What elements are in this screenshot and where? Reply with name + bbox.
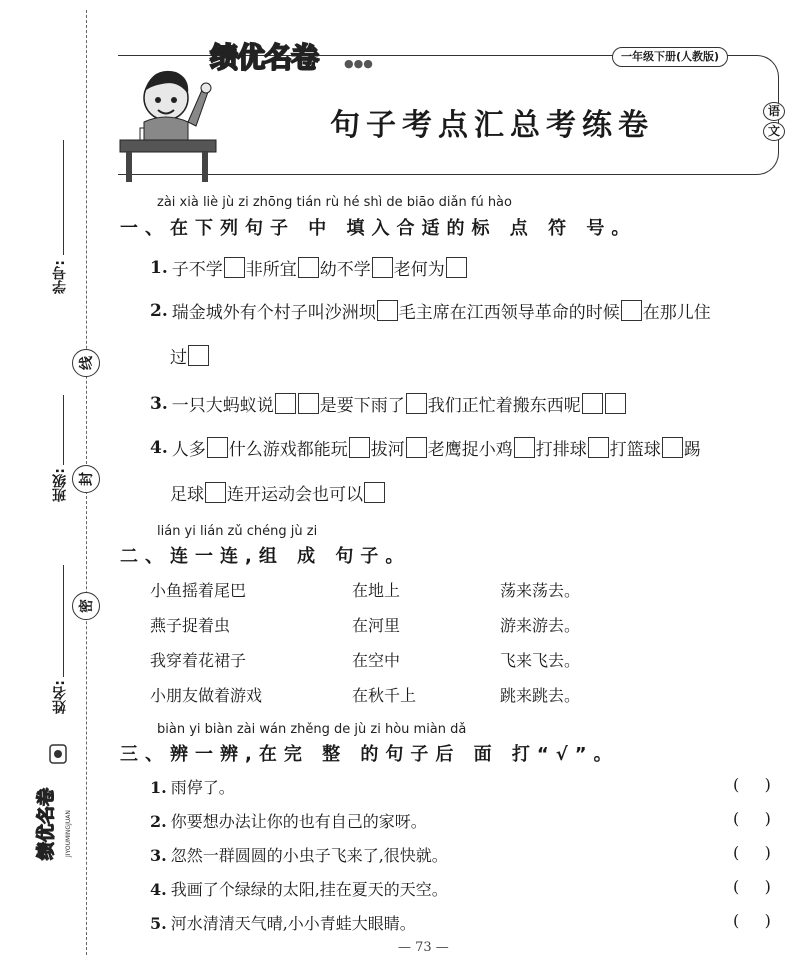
section2-pinyin: lián yi lián zǔ chéng jù zi xyxy=(157,524,318,539)
answer-parentheses[interactable]: ( ) xyxy=(733,843,771,862)
class-blank[interactable] xyxy=(63,395,64,465)
section3-title: 三、辨一辨,在完 整 的句子后 面 打“√”。 xyxy=(120,744,619,765)
subject-char-2: 文 xyxy=(763,122,785,141)
punctuation-blank[interactable] xyxy=(372,257,393,278)
question-line xyxy=(150,255,468,280)
match-item[interactable]: 小朋友做着游戏 xyxy=(150,686,263,705)
svg-text:绩优名卷: 绩优名卷 xyxy=(36,788,57,860)
punctuation-blank[interactable] xyxy=(377,300,398,321)
item-text: 忽然一群圆圆的小虫子飞来了,很快就。 xyxy=(170,846,448,865)
question-text: 老鹰捉小鸡 xyxy=(427,440,513,460)
question-text: 一只大蚂蚁说 xyxy=(171,396,274,416)
match-item[interactable]: 在地上 xyxy=(352,581,401,600)
question-text: 我们正忙着搬东西呢 xyxy=(427,396,581,416)
name-label: 姓名: xyxy=(52,680,68,714)
question-text: 连开运动会也可以 xyxy=(227,485,363,505)
punctuation-blank[interactable] xyxy=(662,437,683,458)
question-line xyxy=(170,480,386,505)
judge-item xyxy=(150,877,448,900)
item-text: 我画了个绿绿的太阳,挂在夏天的天空。 xyxy=(170,880,448,899)
question-text: 毛主席在江西领导革命的时候 xyxy=(398,303,620,323)
question-text: 老何为 xyxy=(393,260,445,280)
name-blank[interactable] xyxy=(63,565,64,677)
punctuation-blank[interactable] xyxy=(224,257,245,278)
punctuation-blank[interactable] xyxy=(621,300,642,321)
item-number: 5. xyxy=(150,914,167,933)
judge-item xyxy=(150,775,235,798)
item-text: 河水清清天气晴,小小青蛙大眼睛。 xyxy=(170,914,416,933)
match-item[interactable]: 荡来荡去。 xyxy=(500,581,581,600)
question-text: 在那儿住 xyxy=(642,303,711,323)
brand-dots: ●●● xyxy=(344,57,373,70)
item-number: 2. xyxy=(150,812,167,831)
brand-logo: 绩优名卷 xyxy=(210,41,319,74)
punctuation-blank[interactable] xyxy=(446,257,467,278)
punctuation-blank[interactable] xyxy=(406,437,427,458)
answer-parentheses[interactable]: ( ) xyxy=(733,809,771,828)
match-item[interactable]: 在空中 xyxy=(352,651,401,670)
question-text: 足球 xyxy=(170,485,204,505)
punctuation-blank[interactable] xyxy=(514,437,535,458)
punctuation-blank[interactable] xyxy=(349,437,370,458)
section1-title: 一、在下列句子 中 填入合适的标 点 符 号。 xyxy=(120,218,637,239)
question-line xyxy=(150,391,627,416)
judge-item xyxy=(150,843,448,866)
match-item[interactable]: 跳来跳去。 xyxy=(500,686,581,705)
punctuation-blank[interactable] xyxy=(588,437,609,458)
subject-char-1: 语 xyxy=(763,102,785,121)
exam-title: 句子考点汇总考练卷 xyxy=(330,108,654,143)
item-number: 1. xyxy=(150,778,167,797)
question-text: 过 xyxy=(170,348,187,368)
item-text: 雨停了。 xyxy=(170,778,235,797)
punctuation-blank[interactable] xyxy=(275,393,296,414)
answer-parentheses[interactable]: ( ) xyxy=(733,911,771,930)
student-mascot-illustration xyxy=(118,50,218,185)
punctuation-blank[interactable] xyxy=(298,257,319,278)
item-number: 4. xyxy=(150,880,167,899)
match-item[interactable]: 燕子捉着虫 xyxy=(150,616,231,635)
seal-mark-seal: 封 xyxy=(72,465,100,493)
punctuation-blank[interactable] xyxy=(364,482,385,503)
question-line xyxy=(150,298,711,323)
question-text: 人多 xyxy=(171,440,206,460)
question-line xyxy=(150,435,701,460)
punctuation-blank[interactable] xyxy=(605,393,626,414)
question-text: 打篮球 xyxy=(609,440,661,460)
punctuation-blank[interactable] xyxy=(298,393,319,414)
question-text: 幼不学 xyxy=(319,260,371,280)
question-text: 非所宜 xyxy=(245,260,297,280)
question-number: 2. xyxy=(150,300,168,321)
match-item[interactable]: 在河里 xyxy=(352,616,401,635)
grade-tab: 一年级下册(人教版) xyxy=(612,47,728,67)
question-text: 拔河 xyxy=(370,440,405,460)
question-number: 3. xyxy=(150,393,168,414)
student-id-label: 学号: xyxy=(52,260,68,294)
question-number: 4. xyxy=(150,437,168,458)
answer-parentheses[interactable]: ( ) xyxy=(733,877,771,896)
punctuation-blank[interactable] xyxy=(406,393,427,414)
question-text: 子不学 xyxy=(171,260,223,280)
answer-parentheses[interactable]: ( ) xyxy=(733,775,771,794)
question-text: 什么游戏都能玩 xyxy=(228,440,348,460)
section3-pinyin: biàn yi biàn zài wán zhěng de jù zi hòu miàn dǎ xyxy=(157,722,467,737)
page-number: — 73 — xyxy=(398,940,449,955)
punctuation-blank[interactable] xyxy=(582,393,603,414)
match-item[interactable]: 游来游去。 xyxy=(500,616,581,635)
question-text: 打排球 xyxy=(535,440,587,460)
class-label: 班级: xyxy=(52,468,68,502)
match-item[interactable]: 小鱼摇着尾巴 xyxy=(150,581,247,600)
question-text: 是要下雨了 xyxy=(319,396,405,416)
match-item[interactable]: 飞来飞去。 xyxy=(500,651,581,670)
question-line xyxy=(170,343,210,368)
question-text: 瑞金城外有个村子叫沙洲坝 xyxy=(171,303,376,323)
punctuation-blank[interactable] xyxy=(188,345,209,366)
seal-mark-line: 线 xyxy=(72,349,100,377)
item-number: 3. xyxy=(150,846,167,865)
subject-badge xyxy=(762,102,786,138)
question-number: 1. xyxy=(150,257,168,278)
section1-pinyin: zài xià liè jù zi zhōng tián rù hé shì de biāo diǎn fú hào xyxy=(157,195,512,210)
punctuation-blank[interactable] xyxy=(207,437,228,458)
section2-title: 二、连一连,组 成 句子。 xyxy=(120,546,411,567)
svg-text:JIYOUMINGJUAN: JIYOUMINGJUAN xyxy=(65,810,72,857)
question-text: 踢 xyxy=(683,440,701,460)
match-item[interactable]: 我穿着花裙子 xyxy=(150,651,247,670)
match-item[interactable]: 在秋千上 xyxy=(352,686,417,705)
student-id-blank[interactable] xyxy=(63,140,64,255)
item-text: 你要想办法让你的也有自己的家呀。 xyxy=(170,812,427,831)
judge-item xyxy=(150,911,416,934)
punctuation-blank[interactable] xyxy=(205,482,226,503)
seal-mark-secret: 密 xyxy=(72,592,100,620)
judge-item xyxy=(150,809,427,832)
side-brand-logo xyxy=(36,745,74,865)
